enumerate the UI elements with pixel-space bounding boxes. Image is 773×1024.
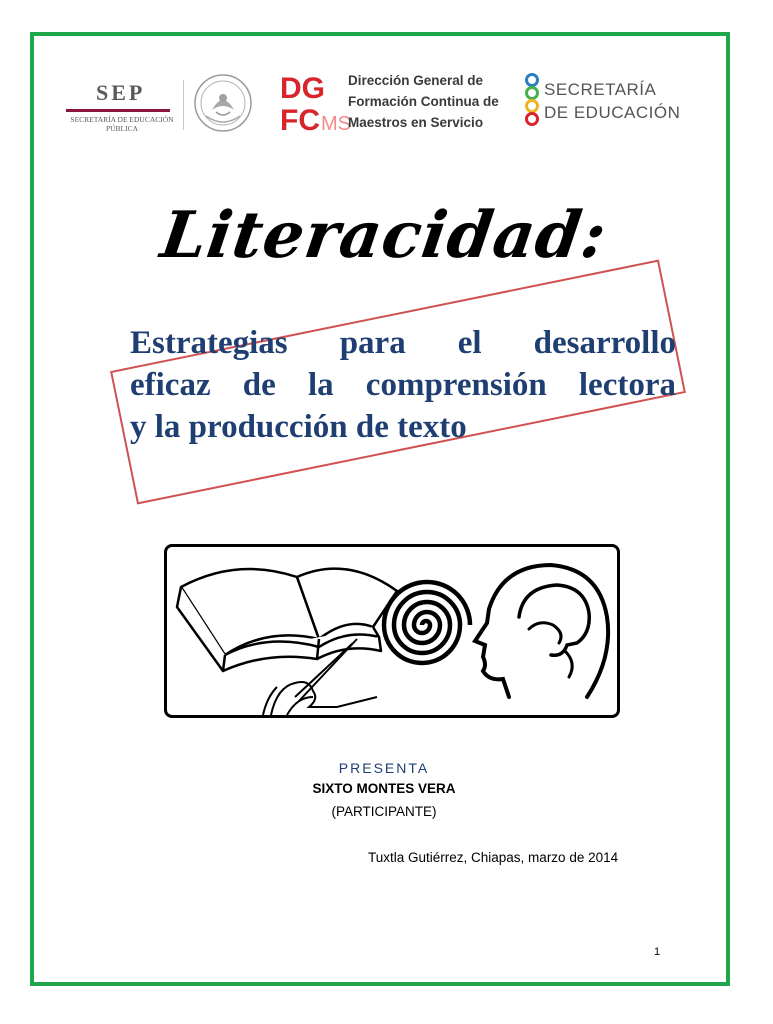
logo-divider	[183, 80, 184, 130]
sep-name: SECRETARÍA DE EDUCACIÓN PÚBLICA	[70, 115, 174, 133]
author-name: SIXTO MONTES VERA	[312, 781, 456, 796]
dgfcms-logo	[279, 70, 351, 137]
author-role: (PARTICIPANTE)	[331, 804, 437, 819]
dgfcms-line1: Dirección General de	[348, 73, 484, 88]
page-number: 1	[654, 946, 661, 958]
dgfcms-line2: Formación Continua de	[348, 94, 499, 109]
cover-illustration	[164, 544, 620, 718]
open-book-icon	[177, 569, 397, 671]
head-profile-icon	[475, 565, 608, 697]
sep-accent-bar	[66, 109, 170, 112]
secretaria-line1: SECRETARÍA	[544, 80, 657, 99]
document-title: Literacidad:	[156, 198, 612, 273]
dgfcms-line3: Maestros en Servicio	[348, 115, 484, 130]
dgfc-abbr-ms: MS	[321, 113, 351, 135]
book-spiral-head-illustration	[167, 547, 617, 715]
place-date: Tuxtla Gutiérrez, Chiapas, marzo de 2014	[368, 850, 619, 865]
dgfcms-name	[348, 70, 499, 133]
dgfc-abbr-fc: FC	[280, 104, 320, 137]
secretaria-line2: DE EDUCACIÓN	[544, 103, 681, 122]
dgfc-abbr-dg: DG	[280, 72, 325, 105]
subtitle-line3: y la producción de texto	[130, 409, 467, 445]
page-border	[30, 32, 730, 986]
presenta-label: PRESENTA	[338, 760, 430, 776]
secretaria-rings-icon	[523, 72, 541, 137]
sep-abbr: SEP	[96, 80, 146, 105]
spiral-icon	[384, 582, 470, 663]
document-subtitle	[130, 322, 676, 444]
national-seal-icon	[192, 72, 254, 134]
subtitle-line2: eficaz de la comprensión lectora	[130, 367, 676, 403]
subtitle-line1: Estrategias para el desarrollo	[130, 325, 676, 361]
sep-logo	[66, 80, 178, 133]
